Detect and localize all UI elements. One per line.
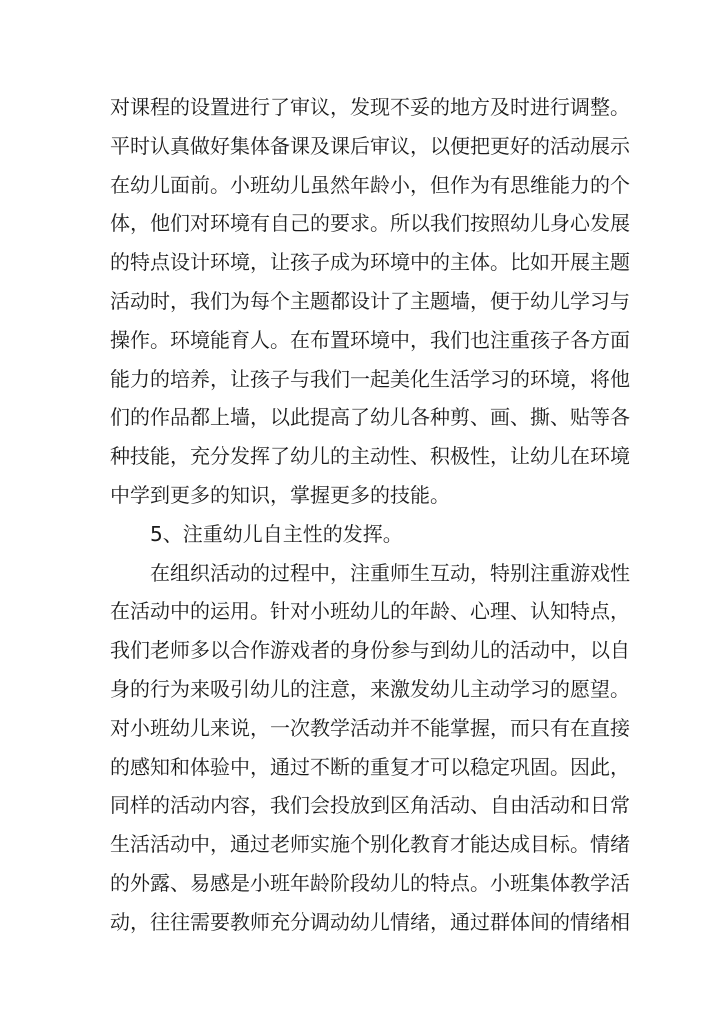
- text-line: 操作。环境能育人。在布置环境中，我们也注重孩子各方面: [110, 327, 630, 352]
- text-line: 活动时，我们为每个主题都设计了主题墙，便于幼儿学习与: [110, 288, 630, 313]
- text-line: 们的作品都上墙，以此提高了幼儿各种剪、画、撕、贴等各: [110, 405, 630, 430]
- text-line: 的外露、易感是小班年龄阶段幼儿的特点。小班集体教学活: [110, 870, 630, 895]
- text-line: 在幼儿面前。小班幼儿虽然年龄小，但作为有思维能力的个: [110, 172, 630, 197]
- text-line: 身的行为来吸引幼儿的注意，来激发幼儿主动学习的愿望。: [110, 676, 630, 701]
- text-line: 能力的培养，让孩子与我们一起美化生活学习的环境，将他: [110, 366, 630, 391]
- text-line: 生活活动中，通过老师实施个别化教育才能达成目标。情绪: [110, 832, 630, 857]
- text-line: 的感知和体验中，通过不断的重复才可以稳定巩固。因此，: [110, 754, 630, 779]
- text-line: 同样的活动内容，我们会投放到区角活动、自由活动和日常: [110, 793, 630, 818]
- text-line: 在活动中的运用。针对小班幼儿的年龄、心理、认知特点，: [110, 599, 630, 624]
- text-line: 平时认真做好集体备课及课后审议，以便把更好的活动展示: [110, 133, 630, 158]
- text-line: 对课程的设置进行了审议，发现不妥的地方及时进行调整。: [110, 95, 630, 119]
- text-line: 种技能，充分发挥了幼儿的主动性、积极性，让幼儿在环境: [110, 444, 630, 469]
- text-line: 动，往往需要教师充分调动幼儿情绪，通过群体间的情绪相: [110, 909, 630, 934]
- text-line: 体，他们对环境有自己的要求。所以我们按照幼儿身心发展: [110, 211, 630, 236]
- text-line: 的特点设计环境，让孩子成为环境中的主体。比如开展主题: [110, 250, 630, 275]
- section-heading: 5、注重幼儿自主性的发挥。: [150, 521, 403, 546]
- text-line: 对小班幼儿来说，一次教学活动并不能掌握，而只有在直接: [110, 715, 630, 740]
- text-line: 我们老师多以合作游戏者的身份参与到幼儿的活动中，以自: [110, 638, 630, 663]
- text-line: 在组织活动的过程中，注重师生互动，特别注重游戏性: [150, 560, 630, 585]
- text-line: 中学到更多的知识，掌握更多的技能。: [110, 482, 450, 507]
- document-body: [110, 88, 630, 942]
